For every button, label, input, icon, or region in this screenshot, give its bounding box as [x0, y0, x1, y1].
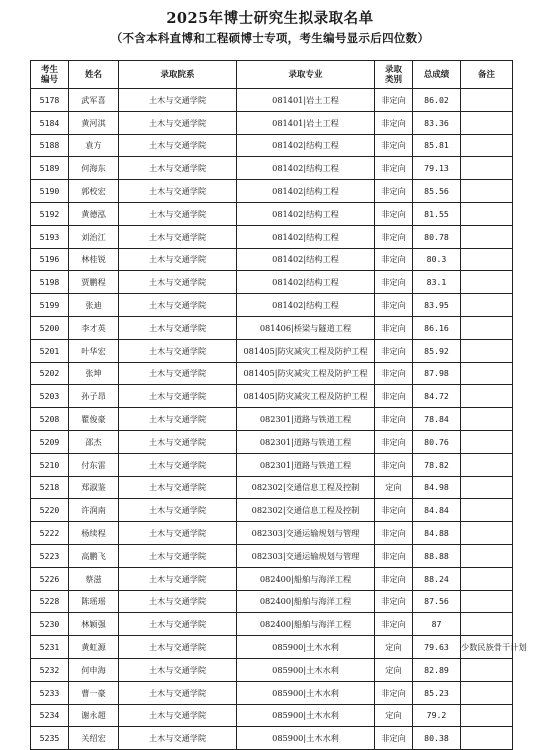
cell-note	[461, 430, 513, 453]
cell-admission-type: 非定向	[375, 727, 413, 750]
cell-admission-type: 定向	[375, 476, 413, 499]
table-row	[31, 157, 513, 180]
cell-note	[461, 225, 513, 248]
cell-department: 土木与交通学院	[119, 157, 237, 180]
cell-student-id: 5234	[31, 704, 69, 727]
table-row	[31, 339, 513, 362]
cell-student-id: 5201	[31, 339, 69, 362]
cell-department: 土木与交通学院	[119, 522, 237, 545]
table-row	[31, 453, 513, 476]
cell-admission-type: 非定向	[375, 590, 413, 613]
cell-department: 土木与交通学院	[119, 362, 237, 385]
cell-total-score: 87.56	[413, 590, 461, 613]
cell-name: 曹一豪	[69, 681, 119, 704]
cell-major: 081405|防灾减灾工程及防护工程	[237, 339, 375, 362]
cell-admission-type: 非定向	[375, 385, 413, 408]
cell-admission-type: 非定向	[375, 613, 413, 636]
cell-major: 085900|土木水利	[237, 727, 375, 750]
cell-student-id: 5209	[31, 430, 69, 453]
cell-department: 土木与交通学院	[119, 476, 237, 499]
cell-total-score: 82.89	[413, 658, 461, 681]
table-row	[31, 134, 513, 157]
cell-total-score: 84.72	[413, 385, 461, 408]
page-title: 2025年博士研究生拟录取名单	[166, 10, 374, 27]
cell-note	[461, 727, 513, 750]
cell-major: 082301|道路与铁道工程	[237, 408, 375, 431]
cell-total-score: 78.82	[413, 453, 461, 476]
cell-student-id: 5199	[31, 294, 69, 317]
cell-name: 何海东	[69, 157, 119, 180]
cell-major: 081402|结构工程	[237, 180, 375, 203]
cell-department: 土木与交通学院	[119, 180, 237, 203]
cell-student-id: 5222	[31, 522, 69, 545]
cell-total-score: 80.3	[413, 248, 461, 271]
cell-total-score: 84.88	[413, 522, 461, 545]
cell-note	[461, 499, 513, 522]
cell-name: 关绍宏	[69, 727, 119, 750]
cell-student-id: 5208	[31, 408, 69, 431]
cell-major: 082302|交通信息工程及控制	[237, 476, 375, 499]
table-row	[31, 271, 513, 294]
col-header-score: 总成绩	[413, 61, 461, 89]
col-header-type: 录取 类别	[375, 61, 413, 89]
cell-department: 土木与交通学院	[119, 499, 237, 522]
cell-student-id: 5190	[31, 180, 69, 203]
cell-department: 土木与交通学院	[119, 225, 237, 248]
cell-note	[461, 476, 513, 499]
cell-department: 土木与交通学院	[119, 316, 237, 339]
cell-name: 郑淑鉴	[69, 476, 119, 499]
cell-student-id: 5230	[31, 613, 69, 636]
cell-total-score: 87	[413, 613, 461, 636]
col-header-id: 考生 编号	[31, 61, 69, 89]
cell-major: 081406|桥梁与隧道工程	[237, 316, 375, 339]
cell-department: 土木与交通学院	[119, 453, 237, 476]
cell-department: 土木与交通学院	[119, 590, 237, 613]
table-row	[31, 613, 513, 636]
cell-department: 土木与交通学院	[119, 202, 237, 225]
table-row	[31, 202, 513, 225]
table-row	[31, 681, 513, 704]
cell-major: 081402|结构工程	[237, 271, 375, 294]
cell-student-id: 5218	[31, 476, 69, 499]
cell-total-score: 86.02	[413, 89, 461, 112]
col-header-major: 录取专业	[237, 61, 375, 89]
cell-total-score: 83.1	[413, 271, 461, 294]
cell-admission-type: 非定向	[375, 408, 413, 431]
table-row	[31, 248, 513, 271]
cell-major: 081405|防灾减灾工程及防护工程	[237, 385, 375, 408]
cell-department: 土木与交通学院	[119, 134, 237, 157]
cell-total-score: 80.78	[413, 225, 461, 248]
cell-total-score: 79.13	[413, 157, 461, 180]
cell-student-id: 5189	[31, 157, 69, 180]
cell-name: 何申海	[69, 658, 119, 681]
cell-student-id: 5188	[31, 134, 69, 157]
cell-total-score: 81.55	[413, 202, 461, 225]
cell-student-id: 5184	[31, 111, 69, 134]
cell-major: 082400|船舶与海洋工程	[237, 590, 375, 613]
cell-note	[461, 202, 513, 225]
cell-total-score: 83.36	[413, 111, 461, 134]
cell-note	[461, 590, 513, 613]
cell-total-score: 86.16	[413, 316, 461, 339]
cell-name: 黄河淇	[69, 111, 119, 134]
cell-note	[461, 681, 513, 704]
cell-major: 082303|交通运输规划与管理	[237, 522, 375, 545]
cell-total-score: 78.84	[413, 408, 461, 431]
cell-name: 黄虹源	[69, 636, 119, 659]
cell-admission-type: 非定向	[375, 339, 413, 362]
table-row	[31, 476, 513, 499]
cell-student-id: 5203	[31, 385, 69, 408]
cell-department: 土木与交通学院	[119, 408, 237, 431]
cell-major: 082301|道路与铁道工程	[237, 453, 375, 476]
cell-name: 蔡滋	[69, 567, 119, 590]
table-row	[31, 658, 513, 681]
cell-admission-type: 非定向	[375, 89, 413, 112]
cell-name: 杨续程	[69, 522, 119, 545]
cell-note	[461, 385, 513, 408]
cell-department: 土木与交通学院	[119, 111, 237, 134]
cell-student-id: 5193	[31, 225, 69, 248]
cell-name: 武军喜	[69, 89, 119, 112]
admission-table	[30, 60, 527, 750]
cell-name: 邵杰	[69, 430, 119, 453]
cell-admission-type: 非定向	[375, 567, 413, 590]
cell-name: 孙子昂	[69, 385, 119, 408]
cell-note	[461, 294, 513, 317]
cell-name: 张坤	[69, 362, 119, 385]
cell-note	[461, 704, 513, 727]
cell-name: 付东雷	[69, 453, 119, 476]
cell-note	[461, 658, 513, 681]
page-subtitle: （不含本科直博和工程硕博士专项，考生编号显示后四位数）	[110, 31, 430, 45]
cell-department: 土木与交通学院	[119, 681, 237, 704]
cell-note	[461, 111, 513, 134]
cell-name: 许润南	[69, 499, 119, 522]
cell-major: 085900|土木水利	[237, 681, 375, 704]
cell-department: 土木与交通学院	[119, 727, 237, 750]
table-row	[31, 567, 513, 590]
cell-note	[461, 522, 513, 545]
cell-major: 085900|土木水利	[237, 658, 375, 681]
cell-major: 081402|结构工程	[237, 248, 375, 271]
cell-major: 081402|结构工程	[237, 157, 375, 180]
cell-admission-type: 非定向	[375, 180, 413, 203]
cell-department: 土木与交通学院	[119, 430, 237, 453]
cell-admission-type: 非定向	[375, 111, 413, 134]
cell-student-id: 5228	[31, 590, 69, 613]
cell-total-score: 88.24	[413, 567, 461, 590]
cell-major: 082301|道路与铁道工程	[237, 430, 375, 453]
col-header-name: 姓名	[69, 61, 119, 89]
cell-name: 林桂锐	[69, 248, 119, 271]
cell-note	[461, 89, 513, 112]
table-row	[31, 704, 513, 727]
cell-name: 高鹏飞	[69, 544, 119, 567]
cell-major: 081402|结构工程	[237, 134, 375, 157]
cell-student-id: 5232	[31, 658, 69, 681]
table-row	[31, 544, 513, 567]
cell-note: 少数民族骨干计划	[461, 636, 513, 659]
cell-admission-type: 非定向	[375, 134, 413, 157]
cell-department: 土木与交通学院	[119, 271, 237, 294]
cell-major: 082302|交通信息工程及控制	[237, 499, 375, 522]
cell-major: 085900|土木水利	[237, 636, 375, 659]
table-row	[31, 499, 513, 522]
cell-student-id: 5233	[31, 681, 69, 704]
cell-admission-type: 非定向	[375, 362, 413, 385]
cell-name: 李才英	[69, 316, 119, 339]
cell-note	[461, 567, 513, 590]
table-row	[31, 111, 513, 134]
cell-name: 叶华宏	[69, 339, 119, 362]
cell-major: 082400|船舶与海洋工程	[237, 567, 375, 590]
cell-student-id: 5223	[31, 544, 69, 567]
cell-note	[461, 339, 513, 362]
cell-total-score: 85.92	[413, 339, 461, 362]
cell-department: 土木与交通学院	[119, 339, 237, 362]
cell-student-id: 5226	[31, 567, 69, 590]
cell-name: 瞿俊豪	[69, 408, 119, 431]
cell-department: 土木与交通学院	[119, 248, 237, 271]
cell-total-score: 87.98	[413, 362, 461, 385]
cell-admission-type: 非定向	[375, 499, 413, 522]
cell-admission-type: 非定向	[375, 294, 413, 317]
cell-admission-type: 非定向	[375, 271, 413, 294]
cell-admission-type: 非定向	[375, 248, 413, 271]
table-row	[31, 727, 513, 750]
cell-student-id: 5198	[31, 271, 69, 294]
cell-note	[461, 271, 513, 294]
cell-name: 张迪	[69, 294, 119, 317]
cell-total-score: 84.98	[413, 476, 461, 499]
cell-total-score: 83.95	[413, 294, 461, 317]
cell-department: 土木与交通学院	[119, 544, 237, 567]
table-row	[31, 430, 513, 453]
cell-student-id: 5196	[31, 248, 69, 271]
cell-name: 刘治江	[69, 225, 119, 248]
cell-admission-type: 定向	[375, 658, 413, 681]
cell-admission-type: 非定向	[375, 202, 413, 225]
cell-admission-type: 非定向	[375, 430, 413, 453]
cell-department: 土木与交通学院	[119, 658, 237, 681]
cell-total-score: 79.2	[413, 704, 461, 727]
cell-total-score: 79.63	[413, 636, 461, 659]
cell-department: 土木与交通学院	[119, 636, 237, 659]
cell-major: 081402|结构工程	[237, 202, 375, 225]
table-row	[31, 385, 513, 408]
cell-student-id: 5178	[31, 89, 69, 112]
cell-major: 081405|防灾减灾工程及防护工程	[237, 362, 375, 385]
cell-department: 土木与交通学院	[119, 89, 237, 112]
cell-admission-type: 非定向	[375, 157, 413, 180]
table-row	[31, 180, 513, 203]
cell-total-score: 84.84	[413, 499, 461, 522]
cell-name: 林颖强	[69, 613, 119, 636]
table-body	[31, 89, 527, 750]
cell-department: 土木与交通学院	[119, 294, 237, 317]
table-row	[31, 89, 513, 112]
cell-student-id: 5210	[31, 453, 69, 476]
cell-major: 081401|岩土工程	[237, 111, 375, 134]
cell-note	[461, 613, 513, 636]
col-header-dept: 录取院系	[119, 61, 237, 89]
cell-total-score: 85.56	[413, 180, 461, 203]
cell-name: 郭校宏	[69, 180, 119, 203]
cell-total-score: 88.88	[413, 544, 461, 567]
cell-note	[461, 157, 513, 180]
cell-note	[461, 180, 513, 203]
table-row	[31, 590, 513, 613]
cell-note	[461, 453, 513, 476]
table-row	[31, 522, 513, 545]
cell-admission-type: 定向	[375, 636, 413, 659]
cell-student-id: 5192	[31, 202, 69, 225]
cell-major: 081402|结构工程	[237, 294, 375, 317]
cell-note	[461, 362, 513, 385]
table-row	[31, 225, 513, 248]
cell-department: 土木与交通学院	[119, 567, 237, 590]
cell-department: 土木与交通学院	[119, 385, 237, 408]
cell-note	[461, 134, 513, 157]
cell-student-id: 5220	[31, 499, 69, 522]
cell-total-score: 80.38	[413, 727, 461, 750]
table-row	[31, 294, 513, 317]
cell-student-id: 5231	[31, 636, 69, 659]
cell-department: 土木与交通学院	[119, 704, 237, 727]
cell-name: 贾鹏程	[69, 271, 119, 294]
cell-student-id: 5200	[31, 316, 69, 339]
cell-student-id: 5235	[31, 727, 69, 750]
table-header-row	[31, 61, 513, 89]
cell-admission-type: 非定向	[375, 544, 413, 567]
cell-admission-type: 非定向	[375, 681, 413, 704]
cell-student-id: 5202	[31, 362, 69, 385]
cell-name: 谢永超	[69, 704, 119, 727]
table-row	[31, 636, 513, 659]
cell-total-score: 85.81	[413, 134, 461, 157]
cell-total-score: 85.23	[413, 681, 461, 704]
table-row	[31, 362, 513, 385]
cell-major: 085900|土木水利	[237, 704, 375, 727]
cell-major: 082400|船舶与海洋工程	[237, 613, 375, 636]
table-row	[31, 408, 513, 431]
cell-major: 081401|岩土工程	[237, 89, 375, 112]
cell-major: 081402|结构工程	[237, 225, 375, 248]
col-header-note: 备注	[461, 61, 513, 89]
cell-name: 陈瑶瑶	[69, 590, 119, 613]
cell-note	[461, 248, 513, 271]
cell-major: 082303|交通运输规划与管理	[237, 544, 375, 567]
cell-note	[461, 316, 513, 339]
cell-total-score: 80.76	[413, 430, 461, 453]
cell-admission-type: 非定向	[375, 225, 413, 248]
table-row	[31, 316, 513, 339]
cell-name: 黄德泓	[69, 202, 119, 225]
cell-name: 袁方	[69, 134, 119, 157]
cell-admission-type: 非定向	[375, 453, 413, 476]
cell-admission-type: 非定向	[375, 522, 413, 545]
cell-department: 土木与交通学院	[119, 613, 237, 636]
cell-admission-type: 定向	[375, 704, 413, 727]
cell-admission-type: 非定向	[375, 316, 413, 339]
cell-note	[461, 408, 513, 431]
cell-note	[461, 544, 513, 567]
